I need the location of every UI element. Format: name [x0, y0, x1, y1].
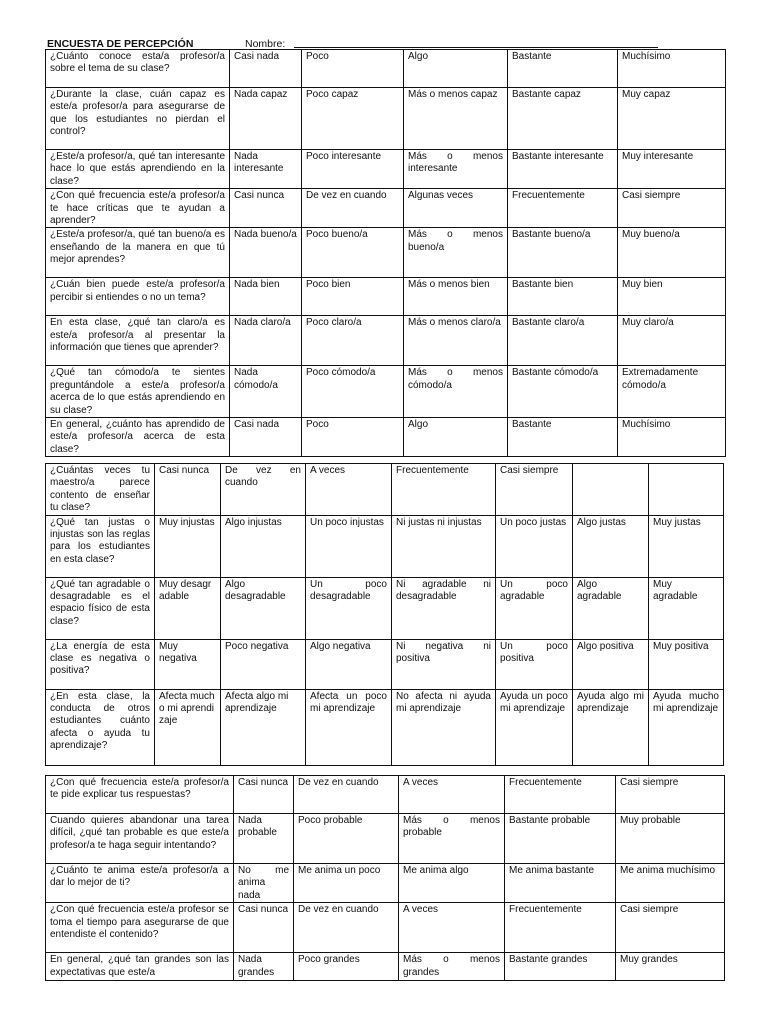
answer-option[interactable]: Afecta algo mi aprendizaje [221, 689, 306, 765]
answer-option[interactable]: Me anima un poco [294, 864, 399, 903]
answer-option[interactable]: Bastante bien [508, 278, 618, 316]
answer-option[interactable]: Más o menos claro/a [404, 316, 508, 366]
answer-option[interactable]: Bastante interesante [508, 150, 618, 189]
answer-option[interactable]: Nada claro/a [230, 316, 302, 366]
survey-table-1 [45, 49, 726, 457]
answer-option[interactable]: Casi siempre [616, 776, 725, 814]
name-field-line[interactable] [294, 47, 658, 48]
answer-option[interactable]: Poco interesante [302, 150, 404, 189]
answer-option[interactable]: Muy claro/a [618, 316, 726, 366]
survey-row [46, 88, 726, 150]
question-text: ¿Durante la clase, cuán capaz es este/a profesor/a para asegurarse de que los estudiantes no pierdan el control? [46, 88, 230, 150]
question-text: ¿Qué tan cómodo/a te sientes preguntándole a este/a profesor/a acerca de lo que estás aprendiendo en su clase? [46, 366, 230, 418]
answer-option[interactable]: Poco capaz [302, 88, 404, 150]
question-text: ¿Cuán bien puede este/a profesor/a percibir si entiendes o no un tema? [46, 278, 230, 316]
survey-table-2 [45, 463, 724, 766]
answer-option[interactable] [649, 464, 724, 516]
answer-option[interactable]: Algo positiva [573, 639, 649, 689]
answer-option[interactable]: Casi siempre [616, 903, 725, 953]
survey-row [46, 464, 724, 516]
answer-option[interactable]: De vez en cuando [294, 776, 399, 814]
answer-option[interactable]: Bastante [508, 418, 618, 457]
survey-row [46, 228, 726, 278]
question-text: ¿Con qué frecuencia este/a profesor/a te hace críticas que te ayudan a aprender? [46, 189, 230, 228]
answer-option[interactable]: Muy agradable [649, 577, 724, 639]
answer-option[interactable]: Bastante bueno/a [508, 228, 618, 278]
answer-option[interactable]: No afecta ni ayuda mi aprendizaje [392, 689, 496, 765]
answer-option[interactable]: Me anima muchísimo [616, 864, 725, 903]
answer-option[interactable]: Poco cómodo/a [302, 366, 404, 418]
answer-option[interactable]: Muy bueno/a [618, 228, 726, 278]
answer-option[interactable]: De vez en cuando [294, 903, 399, 953]
answer-option[interactable]: Más o menos bien [404, 278, 508, 316]
answer-option[interactable]: Casi nada [230, 418, 302, 457]
question-text: ¿Cuántas veces tu maestro/a parece contento de enseñar tu clase? [46, 464, 155, 516]
question-text: En general, ¿qué tan grandes son las expectativas que este/a [46, 953, 234, 981]
answer-option[interactable]: Nada bien [230, 278, 302, 316]
question-text: En general, ¿cuánto has aprendido de este/a profesor/a acerca de esta clase? [46, 418, 230, 457]
question-text: En esta clase, ¿qué tan claro/a es este/a profesor/a al presentar la información que tienes que aprender? [46, 316, 230, 366]
answer-option[interactable]: Un poco agradable [496, 577, 573, 639]
answer-option[interactable]: Muy grandes [616, 953, 725, 981]
answer-option[interactable]: Bastante probable [505, 814, 616, 864]
answer-option[interactable]: Nada bueno/a [230, 228, 302, 278]
name-label: Nombre: [245, 38, 286, 50]
answer-option[interactable]: Ayuda un poco mi aprendizaje [496, 689, 573, 765]
answer-option[interactable]: Un poco injustas [306, 515, 392, 577]
answer-option[interactable]: Poco probable [294, 814, 399, 864]
answer-option[interactable]: Bastante grandes [505, 953, 616, 981]
answer-option[interactable]: Muy negativa [155, 639, 221, 689]
answer-option[interactable]: Ni agradable ni desagradable [392, 577, 496, 639]
question-text: ¿Qué tan justas o injustas son las reglas para los estudiantes en esta clase? [46, 515, 155, 577]
answer-option[interactable]: De vez en cuando [302, 189, 404, 228]
answer-option[interactable]: Ayuda algo mi aprendizaje [573, 689, 649, 765]
survey-row [46, 903, 725, 953]
survey-row [46, 316, 726, 366]
answer-option[interactable]: Más o menos grandes [399, 953, 505, 981]
answer-option[interactable]: Extremadamente cómodo/a [618, 366, 726, 418]
answer-option[interactable]: Poco grandes [294, 953, 399, 981]
answer-option[interactable]: Bastante capaz [508, 88, 618, 150]
question-text: ¿Qué tan agradable o desagradable es el espacio físico de esta clase? [46, 577, 155, 639]
answer-option[interactable]: Poco bueno/a [302, 228, 404, 278]
question-text: ¿Cuánto conoce esta/a profesor/a sobre el tema de su clase? [46, 50, 230, 88]
answer-option[interactable]: Muy interesante [618, 150, 726, 189]
answer-option[interactable]: Casi nunca [230, 189, 302, 228]
answer-option[interactable]: Frecuentemente [508, 189, 618, 228]
answer-option[interactable]: Muy positiva [649, 639, 724, 689]
survey-row [46, 639, 724, 689]
answer-option[interactable]: Casi siempre [618, 189, 726, 228]
answer-option[interactable]: De vez en cuando [221, 464, 306, 516]
answer-option[interactable]: Nada cómodo/a [230, 366, 302, 418]
answer-option[interactable]: Bastante [508, 50, 618, 88]
survey-row [46, 366, 726, 418]
answer-option[interactable]: Más o menos interesante [404, 150, 508, 189]
answer-option[interactable]: Afecta mucho mi aprendizaje [155, 689, 221, 765]
answer-option[interactable]: Muchísimo [618, 418, 726, 457]
answer-option[interactable]: Algo [404, 418, 508, 457]
answer-option[interactable]: Casi siempre [496, 464, 573, 516]
question-text: ¿Este/a profesor/a, qué tan bueno/a es enseñando de la manera en que tú mejor aprendes? [46, 228, 230, 278]
answer-option[interactable]: No me anima nada [234, 864, 294, 903]
answer-option[interactable]: Algo negativa [306, 639, 392, 689]
answer-option[interactable]: Un poco justas [496, 515, 573, 577]
answer-option[interactable]: Bastante claro/a [508, 316, 618, 366]
survey-row [46, 689, 724, 765]
answer-option[interactable]: Ayuda mucho mi aprendizaje [649, 689, 724, 765]
answer-option[interactable]: Más o menos probable [399, 814, 505, 864]
survey-table-3 [45, 775, 725, 981]
answer-option[interactable]: Casi nunca [234, 776, 294, 814]
answer-option[interactable]: Frecuentemente [392, 464, 496, 516]
survey-row [46, 150, 726, 189]
answer-option[interactable]: Poco bien [302, 278, 404, 316]
answer-option[interactable]: Nada probable [234, 814, 294, 864]
question-text: ¿Cuánto te anima este/a profesor/a a dar lo mejor de ti? [46, 864, 234, 903]
survey-row [46, 50, 726, 88]
answer-option[interactable]: Afecta un poco mi aprendizaje [306, 689, 392, 765]
question-text: ¿En esta clase, la conducta de otros estudiantes cuánto afecta o ayuda tu aprendizaje? [46, 689, 155, 765]
survey-row [46, 515, 724, 577]
answer-option[interactable]: Frecuentemente [505, 776, 616, 814]
answer-option[interactable]: Me anima bastante [505, 864, 616, 903]
answer-option[interactable]: Más o menos capaz [404, 88, 508, 150]
survey-row [46, 953, 725, 981]
answer-option[interactable]: Algo desagradable [221, 577, 306, 639]
answer-option[interactable]: Algo agradable [573, 577, 649, 639]
answer-option[interactable] [573, 464, 649, 516]
answer-option[interactable]: Ni negativa ni positiva [392, 639, 496, 689]
answer-option[interactable]: Muy desagradable [155, 577, 221, 639]
answer-option[interactable]: Algo injustas [221, 515, 306, 577]
survey-row [46, 814, 725, 864]
question-text: ¿Este/a profesor/a, qué tan interesante hace lo que estás aprendiendo en la clase? [46, 150, 230, 189]
answer-option[interactable]: Ni justas ni injustas [392, 515, 496, 577]
answer-option[interactable]: Más o menos cómodo/a [404, 366, 508, 418]
question-text: Cuando quieres abandonar una tarea difícil, ¿qué tan probable es que este/a profesor/a te haga seguir intentando? [46, 814, 234, 864]
answer-option[interactable]: Muy capaz [618, 88, 726, 150]
answer-option[interactable]: Poco claro/a [302, 316, 404, 366]
answer-option[interactable]: A veces [306, 464, 392, 516]
answer-option[interactable]: Frecuentemente [505, 903, 616, 953]
answer-option[interactable]: Algunas veces [404, 189, 508, 228]
answer-option[interactable]: Algo [404, 50, 508, 88]
answer-option[interactable]: Nada capaz [230, 88, 302, 150]
question-text: ¿La energía de esta clase es negativa o positiva? [46, 639, 155, 689]
survey-row [46, 278, 726, 316]
answer-option[interactable]: Muy justas [649, 515, 724, 577]
answer-option[interactable]: Nada interesante [230, 150, 302, 189]
answer-option[interactable]: Muy probable [616, 814, 725, 864]
answer-option[interactable]: Un poco desagradable [306, 577, 392, 639]
answer-option[interactable]: A veces [399, 776, 505, 814]
survey-row [46, 189, 726, 228]
survey-title: ENCUESTA DE PERCEPCIÓN [47, 38, 194, 50]
answer-option[interactable]: Muy bien [618, 278, 726, 316]
answer-option[interactable]: Me anima algo [399, 864, 505, 903]
answer-option[interactable]: Algo justas [573, 515, 649, 577]
answer-option[interactable]: Bastante cómodo/a [508, 366, 618, 418]
answer-option[interactable]: Casi nada [230, 50, 302, 88]
answer-option[interactable]: Muchísimo [618, 50, 726, 88]
answer-option[interactable]: Un poco positiva [496, 639, 573, 689]
survey-row [46, 776, 725, 814]
survey-row [46, 418, 726, 457]
answer-option[interactable]: A veces [399, 903, 505, 953]
answer-option[interactable]: Más o menos bueno/a [404, 228, 508, 278]
answer-option[interactable]: Poco [302, 418, 404, 457]
answer-option[interactable]: Muy injustas [155, 515, 221, 577]
answer-option[interactable]: Poco negativa [221, 639, 306, 689]
question-text: ¿Con qué frecuencia este/a profesor/a te pide explicar tus respuestas? [46, 776, 234, 814]
survey-row [46, 864, 725, 903]
answer-option[interactable]: Casi nunca [234, 903, 294, 953]
answer-option[interactable]: Nada grandes [234, 953, 294, 981]
question-text: ¿Con qué frecuencia este/a profesor se toma el tiempo para asegurarse de que entendiste el contenido? [46, 903, 234, 953]
answer-option[interactable]: Casi nunca [155, 464, 221, 516]
survey-row [46, 577, 724, 639]
answer-option[interactable]: Poco [302, 50, 404, 88]
